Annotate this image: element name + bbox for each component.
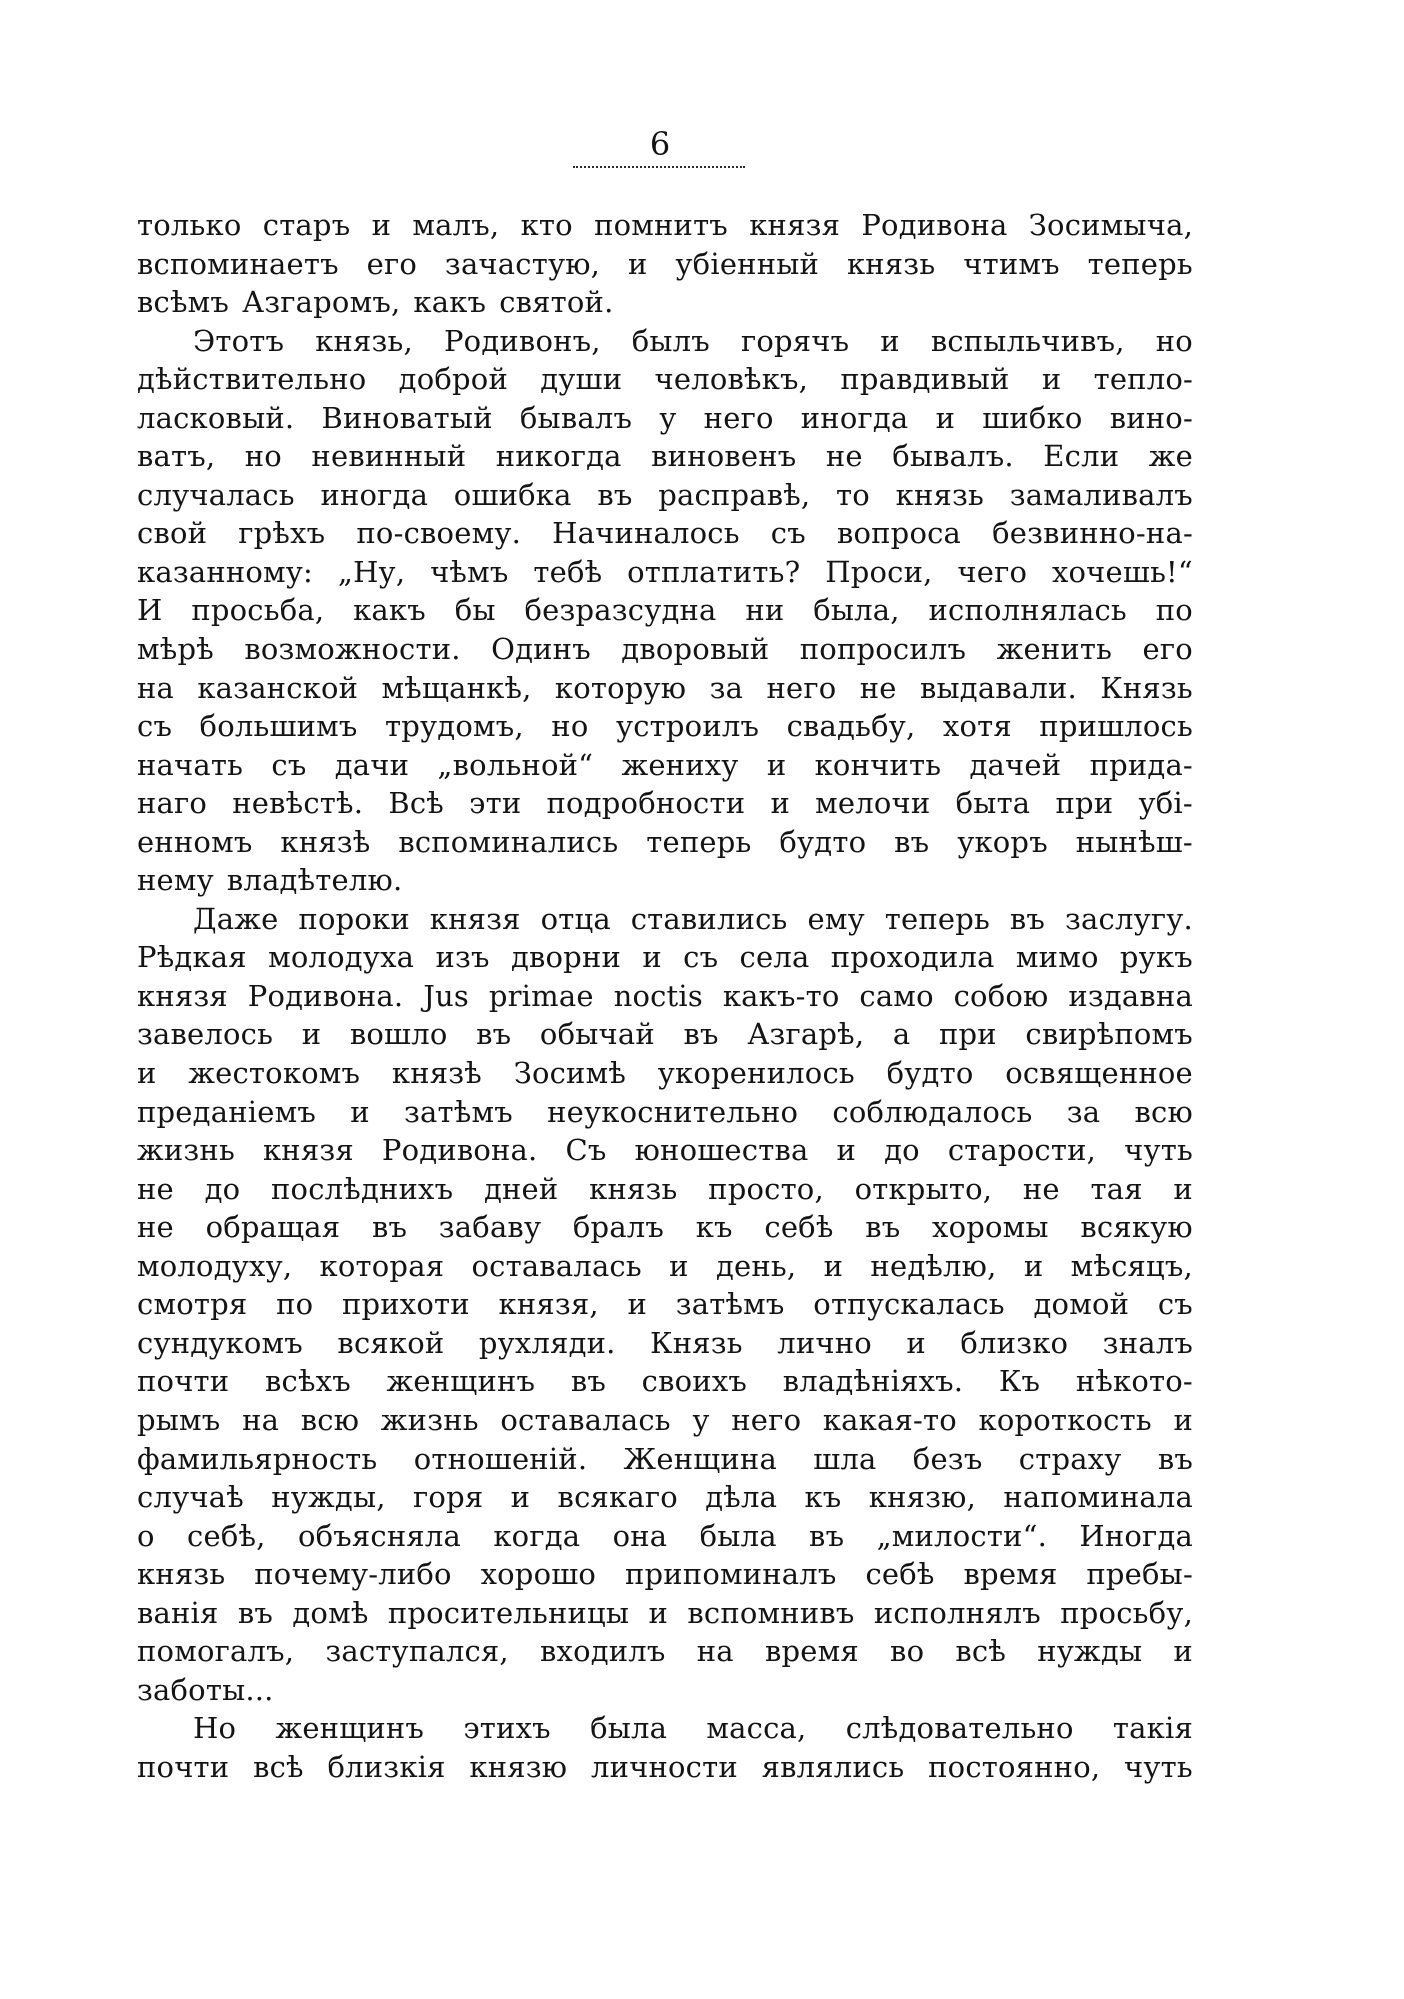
- text-line: завелось и вошло въ обычай въ Азгарѣ, а при свирѣпомъ: [137, 1017, 1193, 1052]
- text-line: заботы...: [137, 1672, 274, 1707]
- text-line: на казанской мѣщанкѣ, которую за него не выдавали. Князь: [137, 670, 1193, 705]
- text-line: жизнь князя Родивона. Съ юношества и до старости, чуть: [137, 1133, 1193, 1168]
- header-rule: [573, 166, 745, 168]
- text-line: всѣмъ Азгаромъ, какъ святой.: [137, 285, 614, 320]
- text-line: казанному: „Ну, чѣмъ тебѣ отплатить? Проси, чего хочешь!“: [137, 554, 1193, 589]
- text-line: ватъ, но невинный никогда виновенъ не бывалъ. Если же: [137, 439, 1193, 474]
- text-line: фамильярность отношеній. Женщина шла безъ страху въ: [137, 1441, 1193, 1476]
- text-line: нему владѣтелю.: [137, 863, 403, 898]
- text-line: не до послѣднихъ дней князь просто, открыто, не тая и: [137, 1171, 1193, 1206]
- text-line: дѣйствительно доброй души человѣкъ, правдивый и тепло-: [137, 362, 1193, 397]
- page-number: 6: [649, 125, 671, 163]
- text-line: Даже пороки князя отца ставились ему теперь въ заслугу.: [193, 901, 1193, 936]
- text-line: ласковый. Виноватый бывалъ у него иногда и шибко вино-: [137, 400, 1193, 435]
- text-line: съ большимъ трудомъ, но устроилъ свадьбу, хотя пришлось: [137, 709, 1193, 744]
- text-line: ванія въ домѣ просительницы и вспомнивъ исполнялъ просьбу,: [137, 1595, 1193, 1630]
- text-line: князь почему-либо хорошо припоминалъ себѣ время пребы-: [137, 1557, 1193, 1592]
- text-line: о себѣ, объясняла когда она была въ „милости“. Иногда: [137, 1518, 1193, 1553]
- text-line: енномъ князѣ вспоминались теперь будто въ укоръ нынѣш-: [137, 824, 1193, 859]
- text-line: только старъ и малъ, кто помнитъ князя Родивона Зосимыча,: [137, 208, 1193, 242]
- text-line: сундукомъ всякой рухляди. Князь лично и близко зналъ: [137, 1325, 1193, 1360]
- text-line: смотря по прихоти князя, и затѣмъ отпускалась домой съ: [137, 1287, 1193, 1322]
- text-line: и жестокомъ князѣ Зосимѣ укоренилось будто освященное: [137, 1056, 1193, 1091]
- text-line: Но женщинъ этихъ была масса, слѣдовательно такія: [193, 1711, 1193, 1746]
- text-line: молодуху, которая оставалась и день, и недѣлю, и мѣсяцъ,: [137, 1248, 1193, 1283]
- text-line: наго невѣстѣ. Всѣ эти подробности и мелочи быта при убі-: [137, 786, 1193, 821]
- text-line: случаѣ нужды, горя и всякаго дѣла къ князю, напоминала: [137, 1480, 1193, 1515]
- body-text: [137, 206, 1193, 1786]
- text-line: почти всѣ близкія князю личности являлись постоянно, чуть: [137, 1749, 1193, 1784]
- text-line: преданіемъ и затѣмъ неукоснительно соблюдалось за всю: [137, 1094, 1193, 1129]
- text-line: вспоминаетъ его зачастую, и убіенный князь чтимъ теперь: [137, 246, 1193, 281]
- text-line: И просьба, какъ бы безразсудна ни была, исполнялась по: [137, 593, 1193, 628]
- text-line: князя Родивона. Jus primae noctis какъ-то само собою издавна: [137, 978, 1193, 1013]
- text-line: мѣрѣ возможности. Одинъ дворовый попросилъ женить его: [137, 632, 1193, 667]
- text-line: помогалъ, заступался, входилъ на время во всѣ нужды и: [137, 1634, 1193, 1669]
- text-line: случалась иногда ошибка въ расправѣ, то князь замаливалъ: [137, 477, 1193, 512]
- text-line: почти всѣхъ женщинъ въ своихъ владѣніяхъ. Къ нѣкото-: [137, 1364, 1193, 1399]
- text-line: Этотъ князь, Родивонъ, былъ горячъ и вспыльчивъ, но: [193, 323, 1193, 358]
- text-line: рымъ на всю жизнь оставалась у него какая-то короткость и: [137, 1402, 1193, 1437]
- text-line: свой грѣхъ по-своему. Начиналось съ вопроса безвинно-на-: [137, 516, 1193, 551]
- text-line: не обращая въ забаву бралъ къ себѣ въ хоромы всякую: [137, 1210, 1193, 1245]
- text-line: Рѣдкая молодуха изъ дворни и съ села проходила мимо рукъ: [137, 940, 1193, 975]
- text-line: начать съ дачи „вольной“ жениху и кончить дачей прида-: [137, 747, 1193, 782]
